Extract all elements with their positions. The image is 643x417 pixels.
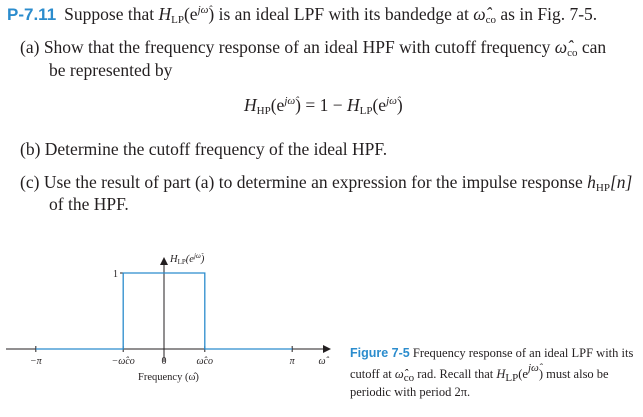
- part-a-equation: $H_{HP}(e^{j\omegâ}) = 1 - H_{LP}(e^{j\omegâ})$: [244, 95, 403, 117]
- x-tick-label-2: 0: [161, 356, 167, 367]
- problem-number: P-7.11: [7, 5, 57, 24]
- x-tick-label-3: ω̂co: [196, 356, 214, 367]
- x-axis-title: Frequency (ω̂): [138, 372, 199, 383]
- part-b: (b) Determine the cutoff frequency of the ideal HPF.: [20, 139, 388, 159]
- part-a-label: (a): [20, 37, 40, 57]
- x-tick-label-1: −ω̂co: [111, 356, 135, 367]
- y-axis-label: $HLP(e^{j\omegâ})$: [170, 252, 205, 266]
- figure-caption: Figure 7-5 Frequency response of an ideal LPF with its cutoff at $\omegâ_{co}$ rad. Recall that $H_{LP}(e^{j\omegâ})$ must also be periodic with period 2π.: [350, 346, 634, 399]
- problem-intro: Suppose that $H_{LP}(e^{j\omegâ})$ is an ideal LPF with its bandedge at $\omegâ_{co}$ as in Fig. 7-5.: [64, 4, 598, 26]
- x-tick-label-0: −π: [29, 356, 42, 367]
- part-a-line1: (a) Show that the frequency response of an ideal HPF with cutoff frequency $\omegâ_{co}$ can: [20, 37, 607, 59]
- part-c-line2: of the HPF.: [49, 194, 129, 214]
- caption-label: Figure 7-5: [350, 346, 410, 360]
- x-axis-variable-label: ω̂: [318, 356, 326, 367]
- part-c-line1: (c) Use the result of part (a) to determine an expression for the impulse response $h_{HP}[n]$: [20, 172, 633, 194]
- part-b-label: (b): [20, 139, 41, 159]
- y-tick-one-label: 1: [113, 269, 118, 280]
- x-tick-label-4: π: [289, 356, 295, 367]
- part-a-line2: be represented by: [49, 60, 173, 80]
- part-c-label: (c): [20, 172, 40, 192]
